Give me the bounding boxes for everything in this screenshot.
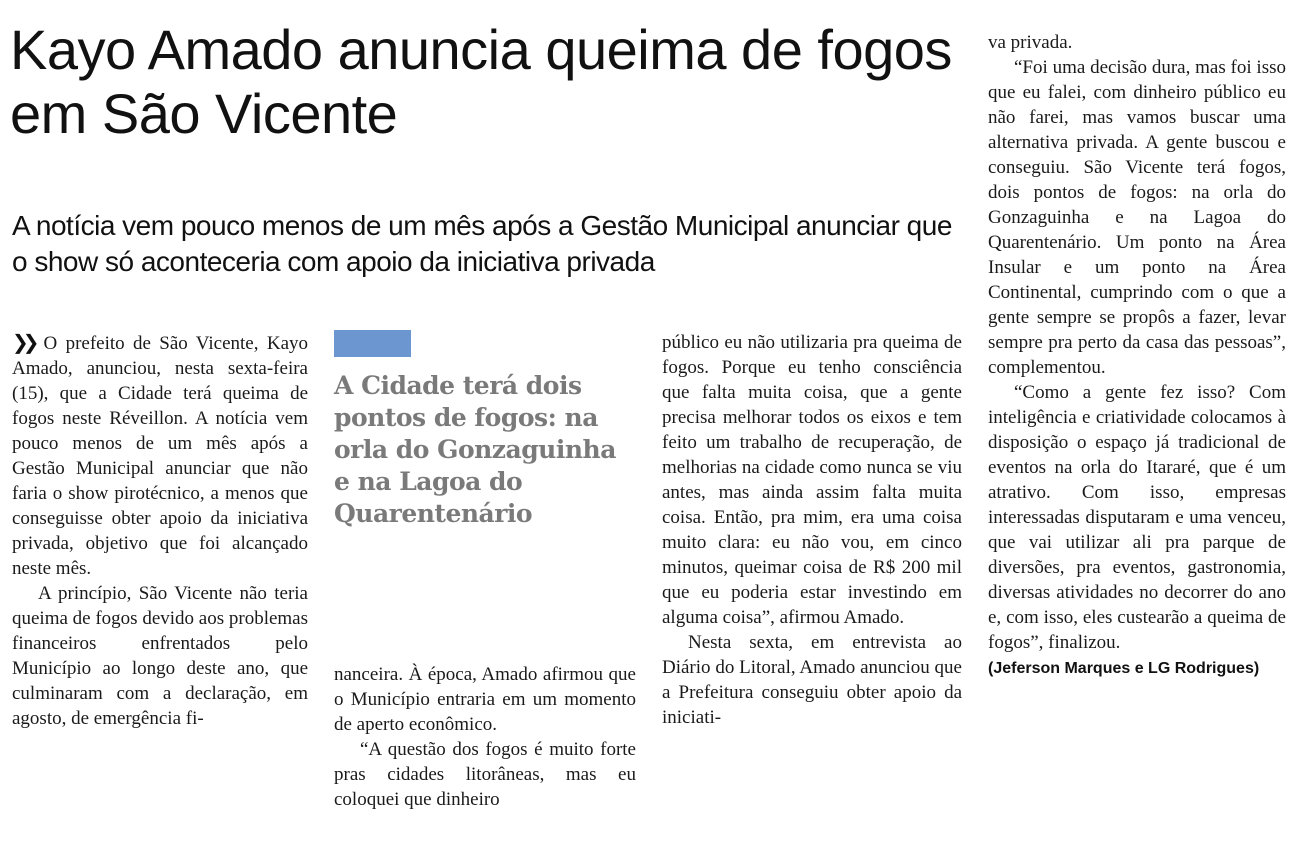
subheadline: A notícia vem pouco menos de um mês após a Gestão Municipal anunciar que o show só aconteceria com apoio da iniciativa privada: [12, 210, 952, 277]
paragraph: “Como a gente fez isso? Com inteligência e criatividade colocamos à disposição o espaço já tradicional de eventos na orla do Itararé, que é um atrativo. Com isso, empresas interessadas disputaram e uma venceu, que vai utilizar ali pra parque de diversões, pra eventos, gastronomia, diversas atividades no decorrer do ano e, com isso, eles custearão a queima de fogos”, finalizou.: [988, 382, 1286, 653]
chevron-right-icon: ❯❯: [12, 330, 34, 354]
paragraph: A princípio, São Vicente não teria queima de fogos devido aos problemas financeiros enfrentados pelo Município ao longo deste ano, que culminaram com a declaração, em agosto, de emergência fi-: [12, 583, 309, 729]
paragraph: [12, 330, 308, 581]
pull-quote: A Cidade terá dois pontos de fogos: na orla do Gonzaguinha e na Lagoa do Quarentenário: [334, 371, 616, 528]
paragraph: “A questão dos fogos é muito forte pras cidades litorâneas, mas eu coloquei que dinheiro: [334, 739, 636, 810]
paragraph: nanceira. À época, Amado afirmou que o Município entraria em um momento de aperto econômico.: [334, 664, 636, 735]
paragraph: “Foi uma decisão dura, mas foi isso que eu falei, com dinheiro público eu não farei, mas vamos buscar uma alternativa privada. A gente buscou e conseguiu. São Vicente terá fogos, dois pontos de fogos: na orla do Gonzaguinha e na Lagoa do Quarentenário. Um ponto na Área Insular e um ponto na Área Continental, cumprindo com o que a gente sempre se propôs a fazer, levar sempre pra perto da casa das pessoas”, complementou.: [988, 57, 1286, 378]
headline: Kayo Amado anuncia queima de fogos em São Vicente: [10, 18, 952, 145]
paragraph: va privada.: [988, 32, 1073, 53]
article-column-2: [334, 662, 636, 812]
paragraph-text: O prefeito de São Vicente, Kayo Amado, anunciou, nesta sexta-feira (15), que a Cidade terá queima de fogos neste Réveillon. A notícia vem pouco menos de um mês após a Gestão Municipal anunciar que não faria o show pirotécnico, a menos que conseguisse obter apoio da iniciativa privada, objetivo que foi alcançado neste mês.: [12, 333, 308, 579]
article-column-3: [662, 330, 962, 730]
byline-credit: (Jeferson Marques e LG Rodrigues): [988, 660, 1260, 677]
paragraph: público eu não utilizaria pra queima de fogos. Porque eu tenho consciência que falta muita coisa, que a gente precisa melhorar todos os eixos e tem feito um trabalho de recuperação, de melhorias na cidade como nunca se viu antes, mas ainda assim falta muita coisa. Então, pra mim, era uma coisa muito clara: eu não vou, em cinco minutos, queimar coisa de R$ 200 mil que eu poderia estar investindo em alguma coisa”, afirmou Amado.: [662, 332, 962, 628]
credit-line: [988, 655, 1286, 681]
pull-quote-accent-bar: [334, 330, 411, 357]
paragraph: Nesta sexta, em entrevista ao Diário do Litoral, Amado anunciou que a Prefeitura conseguiu obter apoio da iniciati-: [662, 632, 962, 728]
article-column-1: [12, 330, 308, 731]
article-column-4: [988, 30, 1286, 681]
